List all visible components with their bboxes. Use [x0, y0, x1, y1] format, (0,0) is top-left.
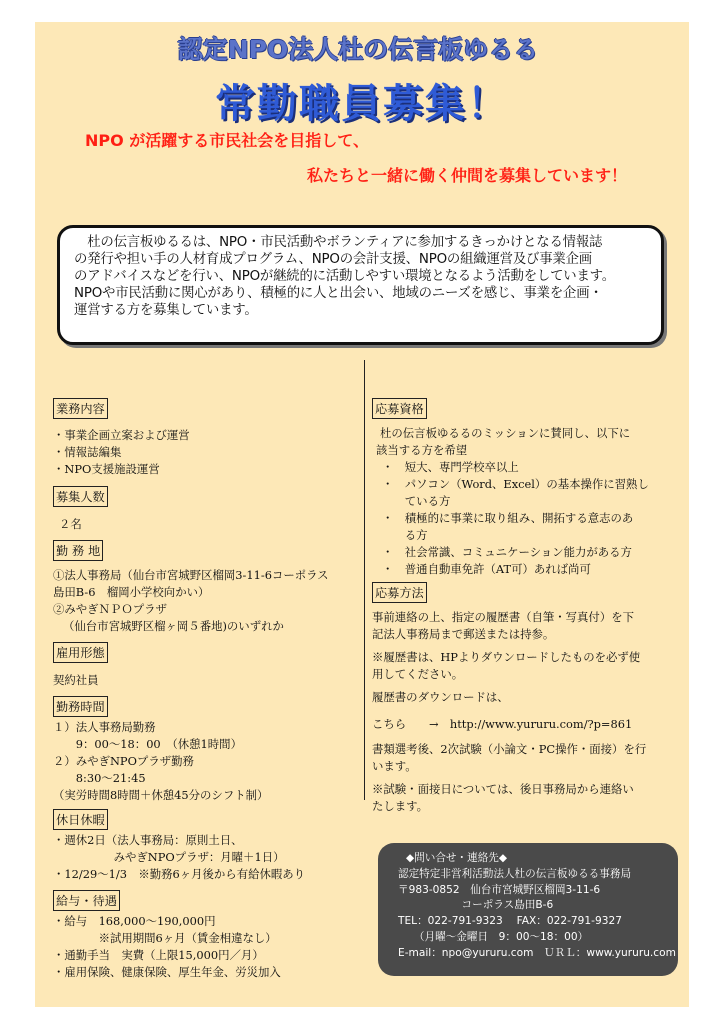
- method-line: 履歴書のダウンロードは、: [372, 690, 509, 704]
- contact-box: [378, 843, 678, 976]
- intro-line: のアドバイスなどを行い、NPOが継続的に活動しやすい環境となるよう活動をしています。: [74, 269, 615, 284]
- holiday-line: ・週休2日（法人事務局：原則土日、: [53, 833, 243, 847]
- qualification-line: 杜の伝言板ゆるるのミッションに賛同し、以下に: [380, 426, 631, 440]
- list-item: ・事業企画立案および運営: [53, 428, 190, 442]
- intro-line: 杜の伝言板ゆるるは、NPO・市民活動やボランティアに参加するきっかけとなる情報誌: [74, 235, 603, 250]
- hours-line: 8:30～21:45: [53, 771, 146, 785]
- subtitle-line-2: 私たちと一緒に働く仲間を募集しています！: [307, 166, 628, 185]
- contact-line: TEL：022-791-9323 FAX：022-791-9327: [398, 915, 622, 928]
- qualification-line: 該当する方を希望: [376, 443, 468, 457]
- method-line: 記法人事務局まで郵送または持参。: [372, 627, 555, 641]
- section-header-job: 業務内容: [53, 398, 108, 419]
- location-line: ①法人事務局（仙台市宮城野区榴岡3-11-6コーポラス: [53, 568, 329, 582]
- qualification-line: ・ 短大、専門学校卒以上: [382, 460, 519, 474]
- section-header-qualification: 応募資格: [372, 398, 427, 419]
- list-item: ・NPO支援施設運営: [53, 462, 160, 476]
- section-header-method: 応募方法: [372, 582, 427, 603]
- left-column: [53, 398, 353, 981]
- salary-line: ※試用期間6ヶ月（賃金相違なし）: [53, 931, 277, 945]
- section-header-salary: 給与・待遇: [53, 890, 120, 911]
- download-link[interactable]: こちら → http://www.yururu.com/?p=861: [372, 717, 633, 731]
- qualification-line: ・ パソコン（Word、Excel）の基本操作に習熟し: [382, 477, 649, 491]
- holiday-line: ・12/29～1/3 ※勤務6ヶ月後から有給休暇あり: [53, 867, 306, 881]
- recruit-count: ２名: [59, 517, 82, 531]
- qualification-line: ている方: [382, 494, 451, 508]
- hours-line: ２）みやぎNPOプラザ勤務: [53, 754, 194, 768]
- holiday-line: みやぎNPOプラザ：月曜＋1日）: [53, 850, 285, 864]
- method-line: 書類選考後、2次試験（小論文・PC操作・面接）を行: [372, 742, 647, 756]
- intro-line: NPOや市民活動に関心があり、積極的に人と出会い、地域のニーズを感じ、事業を企画・: [74, 286, 603, 301]
- location-line: （仙台市宮城野区榴ヶ岡５番地)のいずれか: [63, 619, 284, 633]
- section-header-hours: 勤務時間: [53, 696, 108, 717]
- intro-box: [57, 225, 664, 345]
- method-line: 用してください。: [372, 667, 464, 681]
- method-line: ※試験・面接日については、後日事務局から連絡い: [372, 782, 634, 796]
- location-line: ②みやぎＮＰＯプラザ: [53, 602, 167, 616]
- section-header-count: 募集人数: [53, 486, 108, 507]
- intro-line: 運営する方を募集しています。: [74, 303, 258, 318]
- contact-line: 認定特定非営利活動法人杜の伝言板ゆるる事務局: [398, 867, 632, 880]
- employment-type: 契約社員: [53, 673, 99, 687]
- section-header-employment: 雇用形態: [53, 642, 108, 663]
- hours-line: 9：00～18：00 （休憩1時間）: [53, 737, 242, 751]
- contact-line: ◆問い合せ・連絡先◆: [406, 852, 508, 864]
- contact-line: （月曜～金曜日 9：00～18：00）: [398, 930, 589, 943]
- hours-line: １）法人事務局勤務: [53, 720, 156, 734]
- method-line: 事前連絡の上、指定の履歴書（自筆・写真付）を下: [372, 610, 634, 624]
- method-line: たします。: [372, 799, 429, 813]
- hours-line: （実労時間8時間＋休憩45分のシフト制）: [53, 788, 269, 802]
- contact-line: コーポラス島田B-6: [398, 899, 554, 912]
- subtitle-line-1: NPO が活躍する市民社会を目指して、: [85, 131, 369, 150]
- section-header-holidays: 休日休暇: [53, 809, 108, 830]
- qualification-line: ・ 積極的に事業に取り組み、開拓する意志のあ: [382, 511, 634, 525]
- salary-line: ・通勤手当 実費（上限15,000円／月）: [53, 948, 264, 962]
- salary-line: ・給与 168,000～190,000円: [53, 914, 216, 928]
- salary-line: ・雇用保険、健康保険、厚生年金、労災加入: [53, 965, 281, 979]
- section-header-location: 勤 務 地: [53, 540, 103, 561]
- method-line: います。: [372, 759, 417, 773]
- right-column: [372, 398, 664, 815]
- contact-line: 〒983-0852 仙台市宮城野区榴岡3-11-6: [398, 883, 601, 896]
- location-line: 島田B-6 榴岡小学校向かい）: [53, 585, 210, 599]
- intro-line: の発行や担い手の人材育成プログラム、NPOの会計支援、NPOの組織運営及び事業企画: [74, 252, 593, 267]
- recruit-title: 常勤職員募集！: [215, 81, 509, 127]
- list-item: ・情報誌編集: [53, 445, 122, 459]
- qualification-line: る方: [382, 528, 428, 542]
- qualification-line: ・ 社会常識、コミュニケーション能力がある方: [382, 545, 632, 559]
- qualification-line: ・ 普通自動車免許（AT可）あれば尚可: [382, 562, 591, 576]
- org-title: 認定NPO法人杜の伝言板ゆるる: [177, 35, 539, 64]
- column-divider: [364, 360, 365, 800]
- contact-line[interactable]: E-mail：npo@yururu.com ＵＲＬ：www.yururu.com: [398, 946, 676, 959]
- method-line: ※履歴書は、HPよりダウンロードしたものを必ず使: [372, 650, 641, 664]
